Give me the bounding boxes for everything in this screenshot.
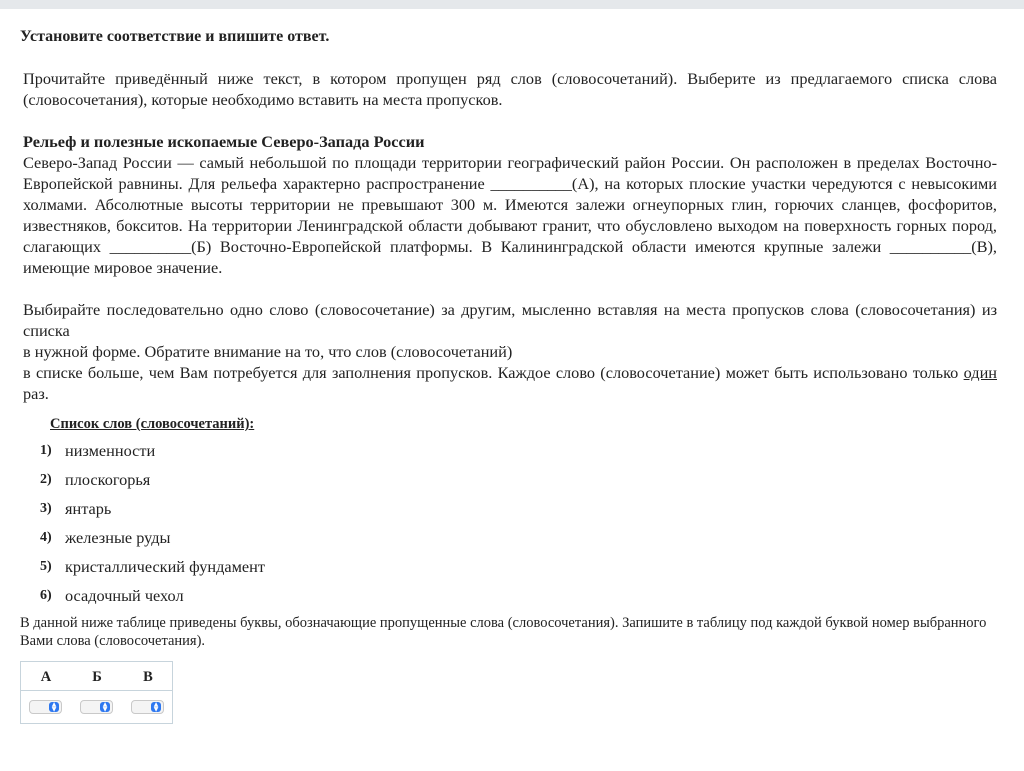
list-item-text: янтарь xyxy=(65,499,112,518)
list-item-number: 1) xyxy=(40,443,52,458)
select-arrows-icon: ▲ ▼ xyxy=(49,702,59,712)
header-letter-b: Б xyxy=(92,669,102,685)
passage-title: Рельеф и полезные ископаемые Северо-Запада России xyxy=(23,132,425,151)
list-item-text: осадочный чехол xyxy=(65,586,184,605)
list-item-text: плоскогорья xyxy=(65,470,151,489)
answer-table-header xyxy=(21,662,172,691)
instructions-line-2: в нужной форме. Обратите внимание на то, что слов (словосочетаний) xyxy=(23,342,513,361)
answer-select-v[interactable] xyxy=(131,700,164,714)
header-letter-a: А xyxy=(40,669,52,685)
instructions-line-3: в списке больше, чем Вам потребуется для заполнения пропусков. Каждое слово (словосочетание) может быть использовано только xyxy=(23,363,959,382)
list-item-number: 5) xyxy=(40,559,52,574)
answer-note: В данной ниже таблице приведены буквы, обозначающие пропущенные слова (словосочетания). Запишите в таблицу под каждой буквой номер выбранного Вами слова (словосочетания). xyxy=(20,615,987,649)
instructions xyxy=(23,299,997,404)
list-item-text: низменности xyxy=(65,441,156,460)
list-item-text: железные руды xyxy=(65,528,171,547)
list-item-number: 6) xyxy=(40,588,52,603)
list-item-number: 3) xyxy=(40,501,52,516)
answer-select-a[interactable] xyxy=(29,700,62,714)
select-arrows-icon: ▲ ▼ xyxy=(151,702,161,712)
answer-table xyxy=(20,661,173,724)
list-item-text: кристаллический фундамент xyxy=(65,557,265,576)
task-intro: Прочитайте приведённый ниже текст, в котором пропущен ряд слов (словосочетаний). Выберите из предлагаемого списка слова (словосочетания), которые необходимо вставить на места пропусков. xyxy=(23,69,997,109)
instructions-emphasis: один xyxy=(963,363,997,382)
answer-select-b[interactable] xyxy=(80,700,113,714)
top-bar xyxy=(0,0,1024,9)
instructions-line-3-end: раз. xyxy=(23,384,49,403)
task-title: Установите соответствие и впишите ответ. xyxy=(20,28,330,45)
select-arrows-icon: ▲ ▼ xyxy=(100,702,110,712)
instructions-line-1: Выбирайте последовательно одно слово (словосочетание) за другим, мысленно вставляя на места пропусков слова (словосочетания) из списка xyxy=(23,300,997,340)
list-item-number: 4) xyxy=(40,530,52,545)
header-letter-v: В xyxy=(143,669,153,685)
passage-text: Северо-Запад России — самый небольшой по площади территории географический район России. Он расположен в пределах Восточно-Европейской равнины. Для рельефа характерно распространение __________(А), на которых плоские участки чередуются с невысокими холмами. Абсолютные высоты территории не превышают 300 м. Имеются залежи огнеупорных глин, горючих сланцев, фосфоритов, известняков, бокситов. На территории Ленинградской области добывают гранит, что обусловлено выходом на поверхность горных пород, слагающих __________(Б) Восточно-Европейской платформы. В Калининградской области имеются крупные залежи __________(В), имеющие мировое значение. xyxy=(23,153,997,277)
word-list-heading: Список слов (словосочетаний): xyxy=(50,416,255,432)
list-item-number: 2) xyxy=(40,472,52,487)
